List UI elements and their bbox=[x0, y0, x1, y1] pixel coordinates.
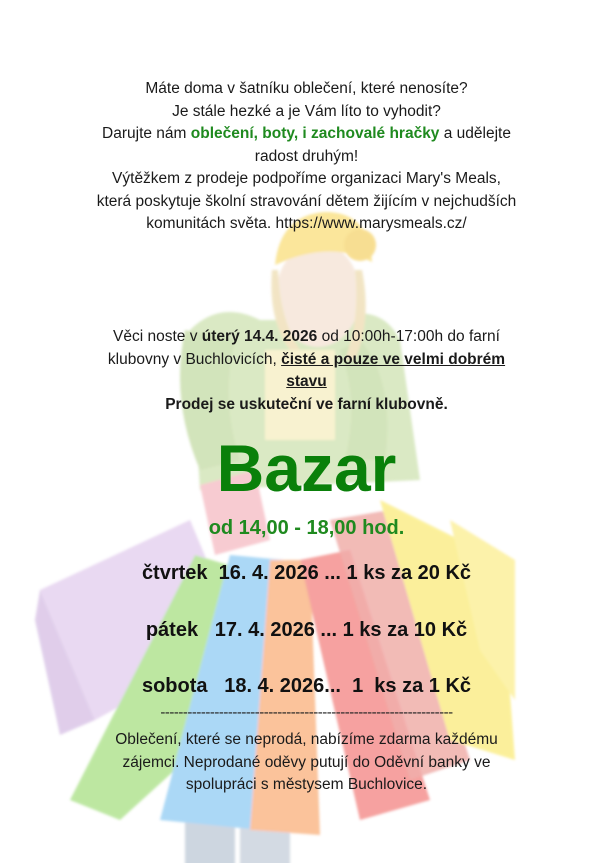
intro-line-donate bbox=[0, 123, 613, 146]
condition-requirement: stavu bbox=[286, 373, 327, 390]
sale-day-thursday: čtvrtek 16. 4. 2026 ... 1 ks za 20 Kč bbox=[141, 562, 472, 584]
intro-line: radost druhým! bbox=[254, 147, 359, 165]
footer-paragraph bbox=[0, 729, 613, 797]
dropoff-line bbox=[0, 349, 613, 372]
dropoff-line bbox=[0, 326, 613, 349]
footer-line: Oblečení, které se neprodá, nabízíme zdarma každému bbox=[115, 731, 498, 748]
intro-line: Výtěžkem z prodeje podpoříme organizaci Mary's Meals, bbox=[112, 170, 501, 187]
dropoff-text: klubovny v Buchlovicích, bbox=[107, 350, 282, 368]
flyer-title: Bazar bbox=[216, 431, 397, 505]
dropoff-line bbox=[0, 371, 613, 394]
sale-day-saturday: sobota 18. 4. 2026... 1 ks za 1 Kč bbox=[141, 675, 472, 697]
footer-line: spolupráci s městysem Buchlovice. bbox=[185, 776, 428, 793]
dropoff-paragraph bbox=[0, 326, 613, 416]
intro-paragraph bbox=[0, 78, 613, 236]
dropoff-date: úterý 14.4. 2026 bbox=[201, 328, 318, 345]
intro-text: Darujte nám bbox=[102, 125, 191, 142]
sale-day-friday: pátek 17. 4. 2026 ... 1 ks za 10 Kč bbox=[145, 619, 468, 641]
donation-items-highlight: oblečení, boty, i zachovalé hračky bbox=[190, 125, 440, 142]
intro-line: Je stále hezké a je Vám líto to vyhodit? bbox=[172, 102, 441, 120]
opening-hours: od 14,00 - 18,00 hod. bbox=[208, 517, 405, 539]
sale-location: Prodej se uskuteční ve farní klubovně. bbox=[165, 395, 448, 413]
dashed-divider: ----------------------------------------------------------------- bbox=[160, 704, 453, 721]
intro-line: Máte doma v šatníku oblečení, které nenosíte? bbox=[145, 80, 468, 97]
intro-text: a udělejte bbox=[439, 125, 511, 142]
intro-line: která poskytuje školní stravování dětem žijícím v nejchudších bbox=[96, 192, 517, 210]
dropoff-text: Věci noste v bbox=[113, 328, 202, 345]
footer-line: zájemci. Neprodané oděvy putují do Oděvní banky ve bbox=[122, 753, 491, 771]
dropoff-text: od 10:00h-17:00h do farní bbox=[317, 328, 500, 345]
intro-line-url: komunitách světa. https://www.marysmeals.cz/ bbox=[146, 215, 467, 232]
condition-requirement: čisté a pouze ve velmi dobrém bbox=[281, 350, 506, 368]
